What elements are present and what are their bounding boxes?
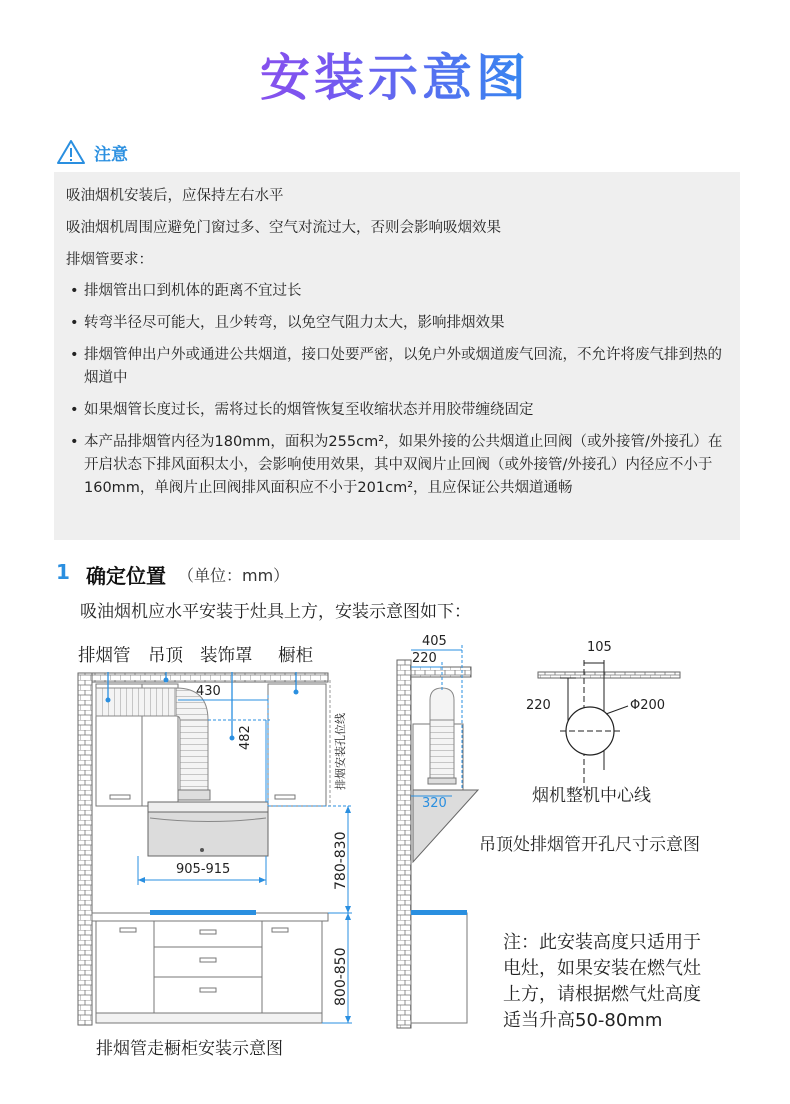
dim-430: 430	[196, 684, 221, 699]
dim-220-side: 220	[412, 651, 437, 666]
dim-counter-height: 800-850	[333, 947, 349, 1006]
notice-bullet: • 排烟管出口到机体的距离不宜过长	[70, 283, 302, 299]
label-cabinet: 橱柜	[278, 646, 313, 666]
center-line-label: 烟机整机中心线	[532, 786, 651, 806]
section-title: 确定位置	[86, 564, 166, 588]
cabinet-diagram	[78, 672, 352, 1025]
label-cover: 装饰罩	[200, 646, 253, 666]
label-duct: 排烟管	[78, 646, 131, 666]
notice-line: 排烟管要求：	[66, 252, 153, 268]
dim-405: 405	[422, 634, 447, 649]
dim-105: 105	[587, 640, 612, 655]
caption-ceiling-hole: 吊顶处排烟管开孔尺寸示意图	[479, 835, 700, 855]
note-line: 适当升高50-80mm	[503, 1010, 663, 1031]
note-line: 上方，请根据燃气灶高度	[503, 984, 701, 1005]
side-view-diagram	[397, 645, 478, 1028]
notice-bullet: • 排烟管伸出户外或通进公共烟道，接口处要严密，以免户外或烟道废气回流，不允许将废气排到热的烟道中	[70, 347, 722, 386]
page-title: 安装示意图	[0, 38, 790, 110]
dim-hood-height: 780-830	[333, 831, 349, 890]
section-number: 1	[56, 560, 70, 584]
notice-bullet: • 如果烟管长度过长，需将过长的烟管恢复至收缩状态并用胶带缠绕固定	[70, 402, 534, 418]
dim-482: 482	[238, 725, 253, 750]
caption-cabinet: 排烟管走橱柜安装示意图	[96, 1039, 283, 1059]
label-ceiling: 吊顶	[148, 646, 183, 666]
ceiling-hole-diagram	[538, 660, 680, 790]
dim-diameter: Φ200	[630, 698, 666, 713]
note-line: 电灶，如果安装在燃气灶	[503, 958, 701, 979]
vertical-label: 排烟安装孔位线	[334, 713, 347, 790]
notice-bullet: • 本产品排烟管内径为180mm，面积为255cm²，如果外接的公共烟道止回阀（或外接管/外接孔）在开启状态下排风面积太小，会影响使用效果，其中双阀片止回阀（或外接管/外接孔）内径应不小于160mm，单阀片止回阀排风面积应不小于201cm²，且应保证公共烟道通畅	[70, 434, 723, 496]
section-desc: 吸油烟机应水平安装于灶具上方，安装示意图如下：	[80, 602, 471, 622]
install-note	[503, 930, 743, 1034]
notice-line: 吸油烟机安装后，应保持左右水平	[66, 188, 284, 204]
notice-bullet: • 转弯半径尽可能大，且少转弯，以免空气阻力太大，影响排烟效果	[70, 315, 505, 331]
notice-line: 吸油烟机周围应避免门窗过多、空气对流过大，否则会影响吸烟效果	[66, 220, 501, 236]
dim-320: 320	[422, 796, 447, 811]
dim-220-hole: 220	[526, 698, 551, 713]
notice-label: 注意	[94, 144, 128, 165]
dim-width: 905-915	[176, 862, 231, 877]
note-line: 注：此安装高度只适用于	[503, 932, 701, 953]
section-unit: （单位：mm）	[178, 566, 290, 585]
